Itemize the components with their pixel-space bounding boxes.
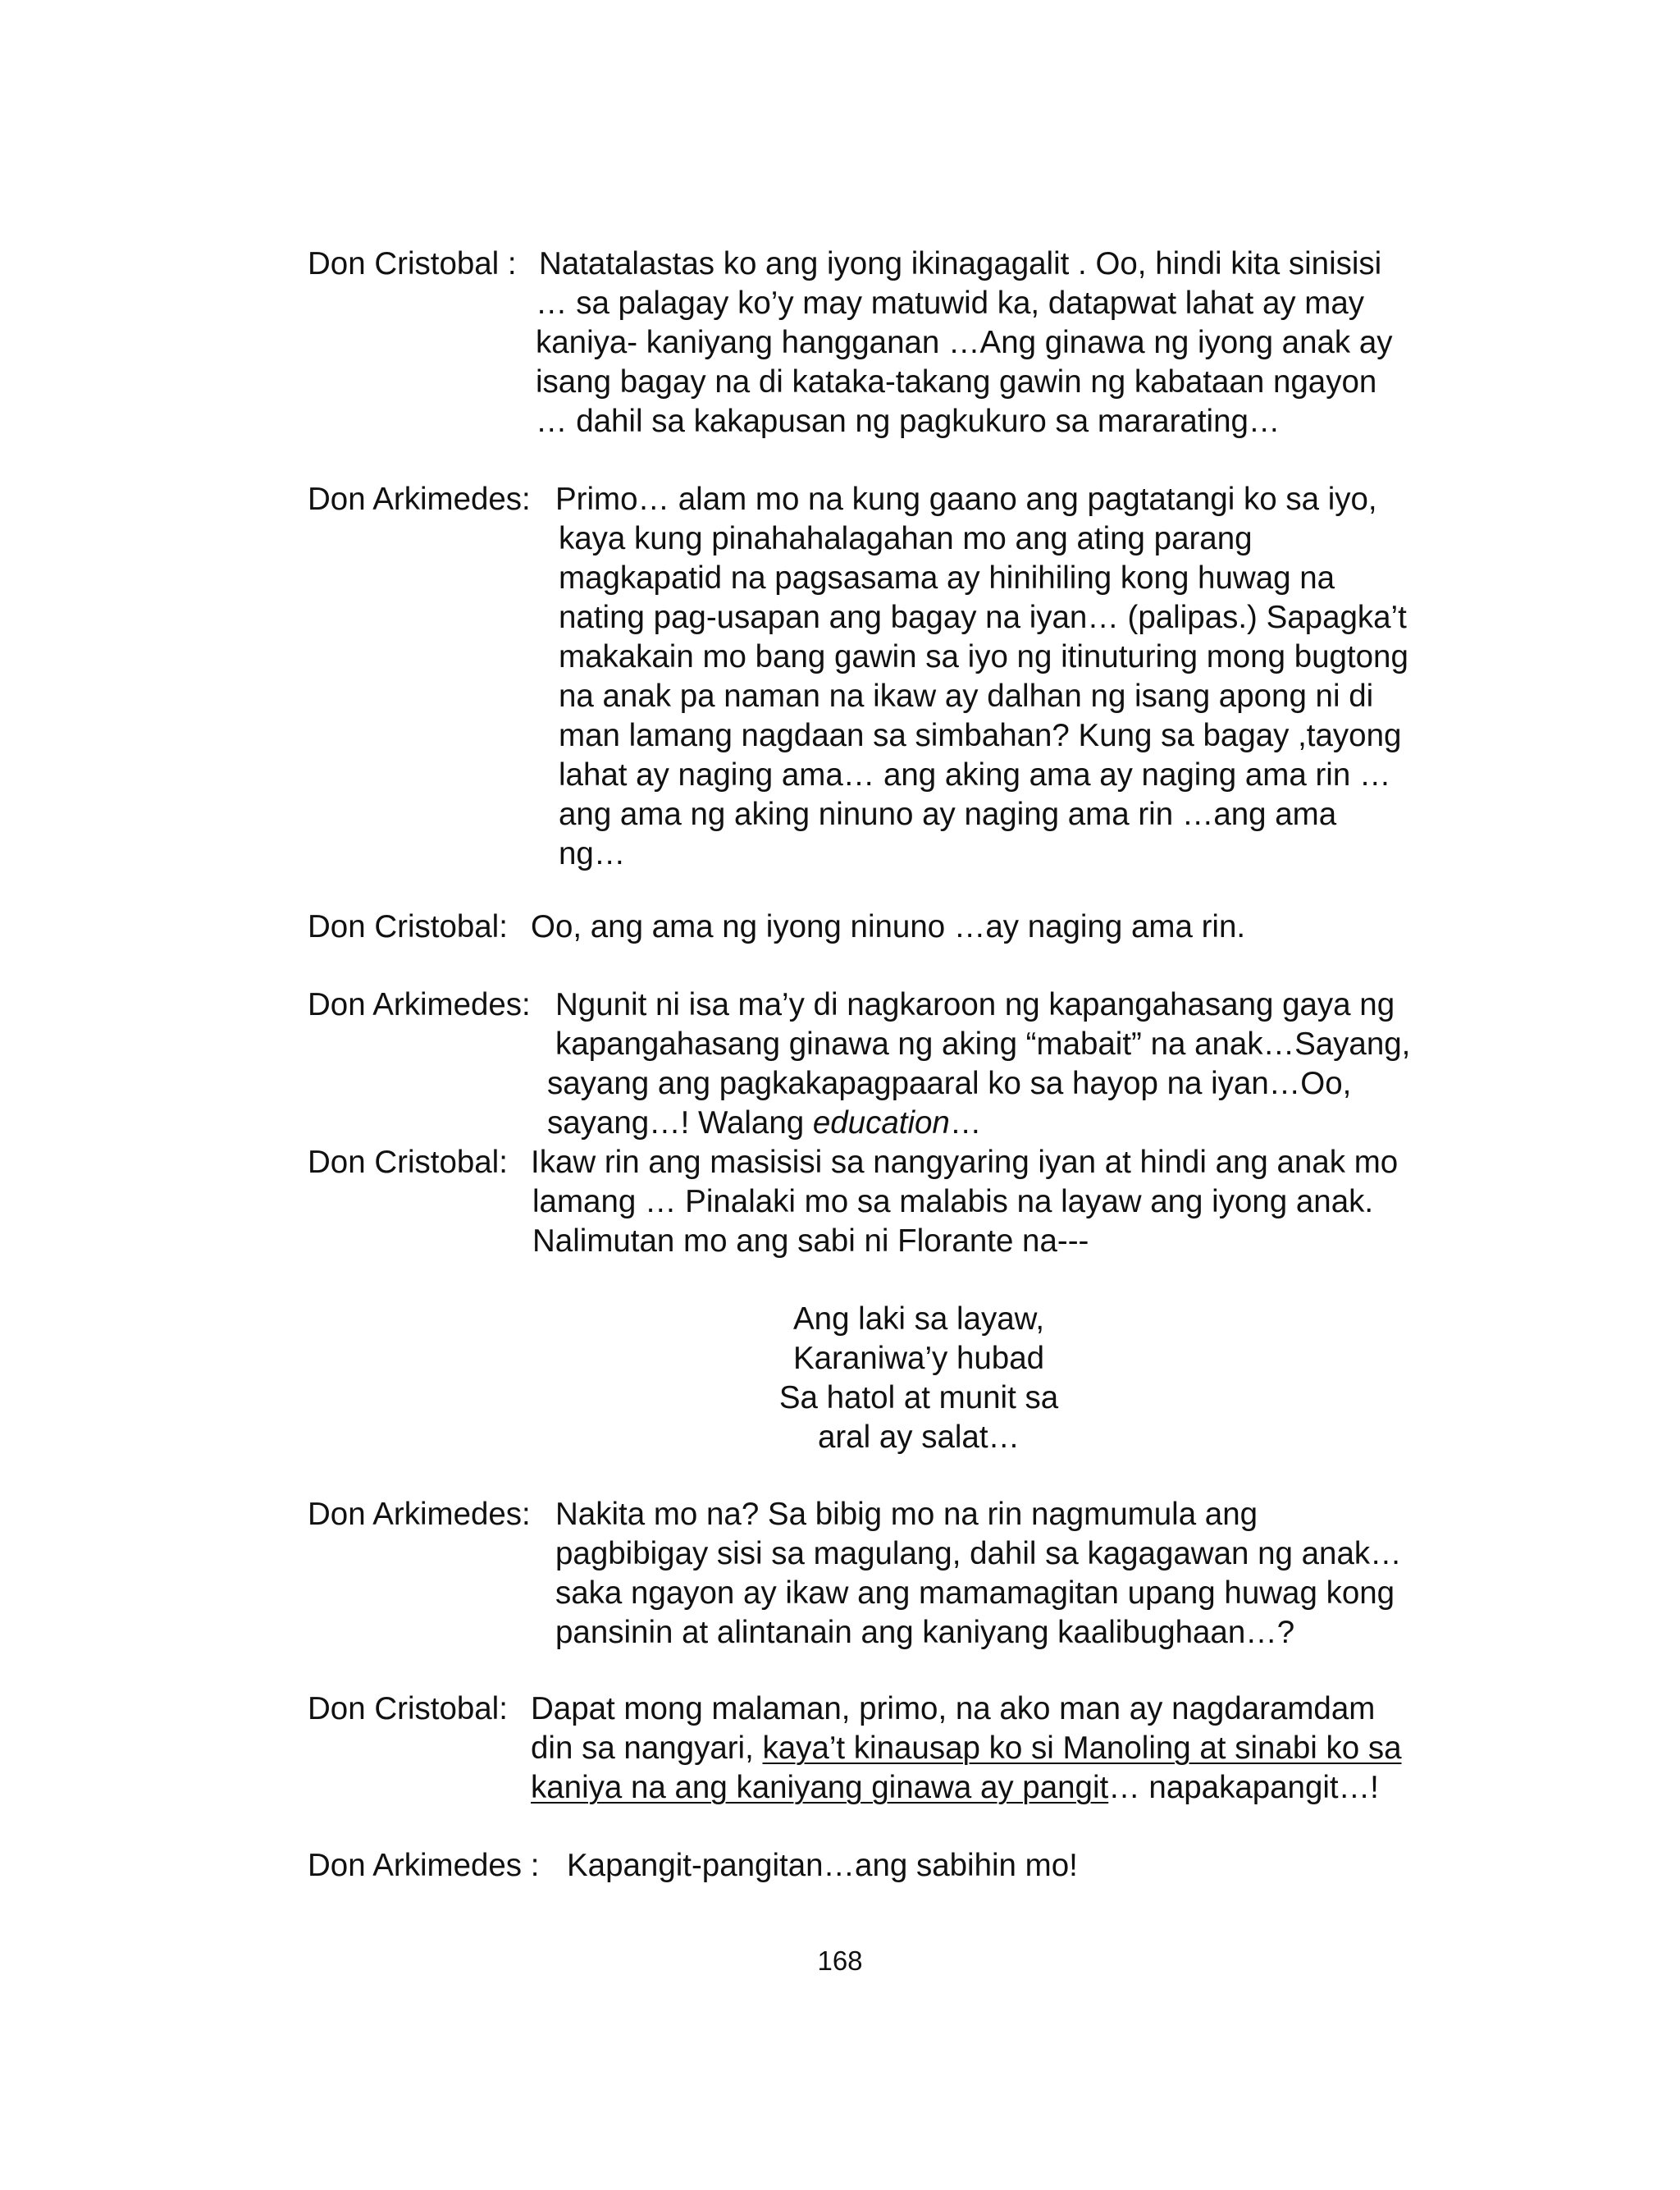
speech-text [308, 1143, 1398, 1261]
verse-line: Sa hatol at munit sa [778, 1380, 1059, 1415]
speech-line [308, 1768, 1402, 1808]
speech-line: makakain mo bang gawin sa iyo ng itinuturing mong bugtong [559, 639, 1408, 674]
speech-line: nating pag-usapan ang bagay na iyan… (palipas.) Sapagka’t [559, 600, 1407, 635]
speech-text [308, 245, 1393, 441]
speech-block [308, 1846, 1078, 1886]
speaker-name: Don Cristobal : [308, 246, 526, 281]
speech-line: kaniya- kaniyang hangganan …Ang ginawa ng iyong anak ay [536, 325, 1393, 360]
speech-line [308, 1104, 1410, 1143]
speech-line [308, 1729, 1402, 1768]
speaker-name: Don Cristobal: [308, 909, 517, 944]
speech-line: Ikaw rin ang masisisi sa nangyaring iyan at hindi ang anak mo [531, 1145, 1399, 1180]
verse-quote [656, 1300, 1181, 1457]
speech-line: ng… [559, 836, 626, 871]
speech-line-text: din sa nangyari, [531, 1731, 763, 1766]
speech-text [308, 480, 1408, 874]
speech-line: … dahil sa kakapusan ng pagkukuro sa mararating… [536, 404, 1281, 439]
speaker-name: Don Arkimedes: [308, 1497, 540, 1532]
speech-line: Dapat mong malaman, primo, na ako man ay nagdaramdam [531, 1691, 1376, 1726]
speech-line: ang ama ng aking ninuno ay naging ama rin …ang ama [559, 797, 1337, 832]
speech-line: lahat ay naging ama… ang aking ama ay naging ama rin … [559, 757, 1391, 793]
speech-text [308, 908, 1245, 947]
speech-block [308, 1495, 1402, 1653]
speech-line: na anak pa naman na ikaw ay dalhan ng isang apong ni di [559, 679, 1374, 714]
speech-text [308, 1495, 1402, 1653]
speech-line: Natatalastas ko ang iyong ikinagagalit . Oo, hindi kita sinisisi [539, 246, 1382, 281]
speech-line-text: sayang…! Walang [547, 1105, 813, 1141]
speech-line: magkapatid na pagsasama ay hinihiling kong huwag na [559, 560, 1335, 596]
speech-line: kapangahasang ginawa ng aking “mabait” na anak…Sayang, [555, 1026, 1411, 1062]
speech-line: Oo, ang ama ng iyong ninuno …ay naging ama rin. [531, 909, 1246, 944]
speech-line: sayang ang pagkakapagpaaral ko sa hayop na iyan…Oo, [547, 1066, 1352, 1101]
speech-text [308, 985, 1410, 1143]
speech-line: pagbibigay sisi sa magulang, dahil sa kagagawan ng anak… [555, 1536, 1402, 1571]
speaker-name: Don Arkimedes: [308, 987, 540, 1022]
speech-line-text: … [949, 1105, 982, 1141]
speech-line: saka ngayon ay ikaw ang mamamagitan upang huwag kong [555, 1575, 1395, 1611]
speech-line: kaya kung pinahahalagahan mo ang ating parang [559, 521, 1253, 556]
speech-line: Primo… alam mo na kung gaano ang pagtatangi ko sa iyo, [555, 482, 1377, 517]
speech-line: Ngunit ni isa ma’y di nagkaroon ng kapangahasang gaya ng [555, 987, 1395, 1022]
speech-line: Nalimutan mo ang sabi ni Florante na--- [532, 1223, 1089, 1259]
speaker-name: Don Cristobal: [308, 1145, 517, 1180]
verse-line: aral ay salat… [817, 1420, 1020, 1455]
speech-block [308, 1143, 1398, 1261]
italic-word: education [812, 1105, 950, 1141]
speaker-name: Don Cristobal: [308, 1691, 517, 1726]
verse-line: Ang laki sa layaw, [792, 1301, 1045, 1337]
page-number: 168 [817, 1945, 863, 1976]
underlined-text: kaniya na ang kaniyang ginawa ay pangit [531, 1770, 1109, 1805]
speech-block [308, 245, 1393, 441]
speech-line: lamang … Pinalaki mo sa malabis na layaw ang iyong anak. [532, 1184, 1374, 1219]
speech-line: pansinin at alintanain ang kaniyang kaalibughaan…? [555, 1615, 1295, 1650]
speech-block [308, 480, 1408, 874]
speech-block [308, 985, 1410, 1143]
speech-line: isang bagay na di kataka-takang gawin ng kabataan ngayon [536, 364, 1377, 400]
verse-line: Karaniwa’y hubad [792, 1341, 1045, 1376]
speaker-name: Don Arkimedes: [308, 482, 540, 517]
speech-text [308, 1689, 1402, 1808]
speech-line: man lamang nagdaan sa simbahan? Kung sa bagay ,tayong [559, 718, 1402, 753]
underlined-text: kaya’t kinausap ko si Manoling at sinabi ko sa [762, 1731, 1402, 1766]
speech-line-text: … napakapangit…! [1108, 1770, 1379, 1805]
speech-block [308, 908, 1245, 947]
speech-block [308, 1689, 1402, 1808]
speech-text [308, 1846, 1078, 1886]
speech-line: … sa palagay ko’y may matuwid ka, datapwat lahat ay may [536, 286, 1365, 321]
speech-line: Nakita mo na? Sa bibig mo na rin nagmumula ang [555, 1497, 1258, 1532]
speaker-name: Don Arkimedes : [308, 1848, 549, 1883]
speech-line: Kapangit-pangitan…ang sabihin mo! [567, 1848, 1078, 1883]
